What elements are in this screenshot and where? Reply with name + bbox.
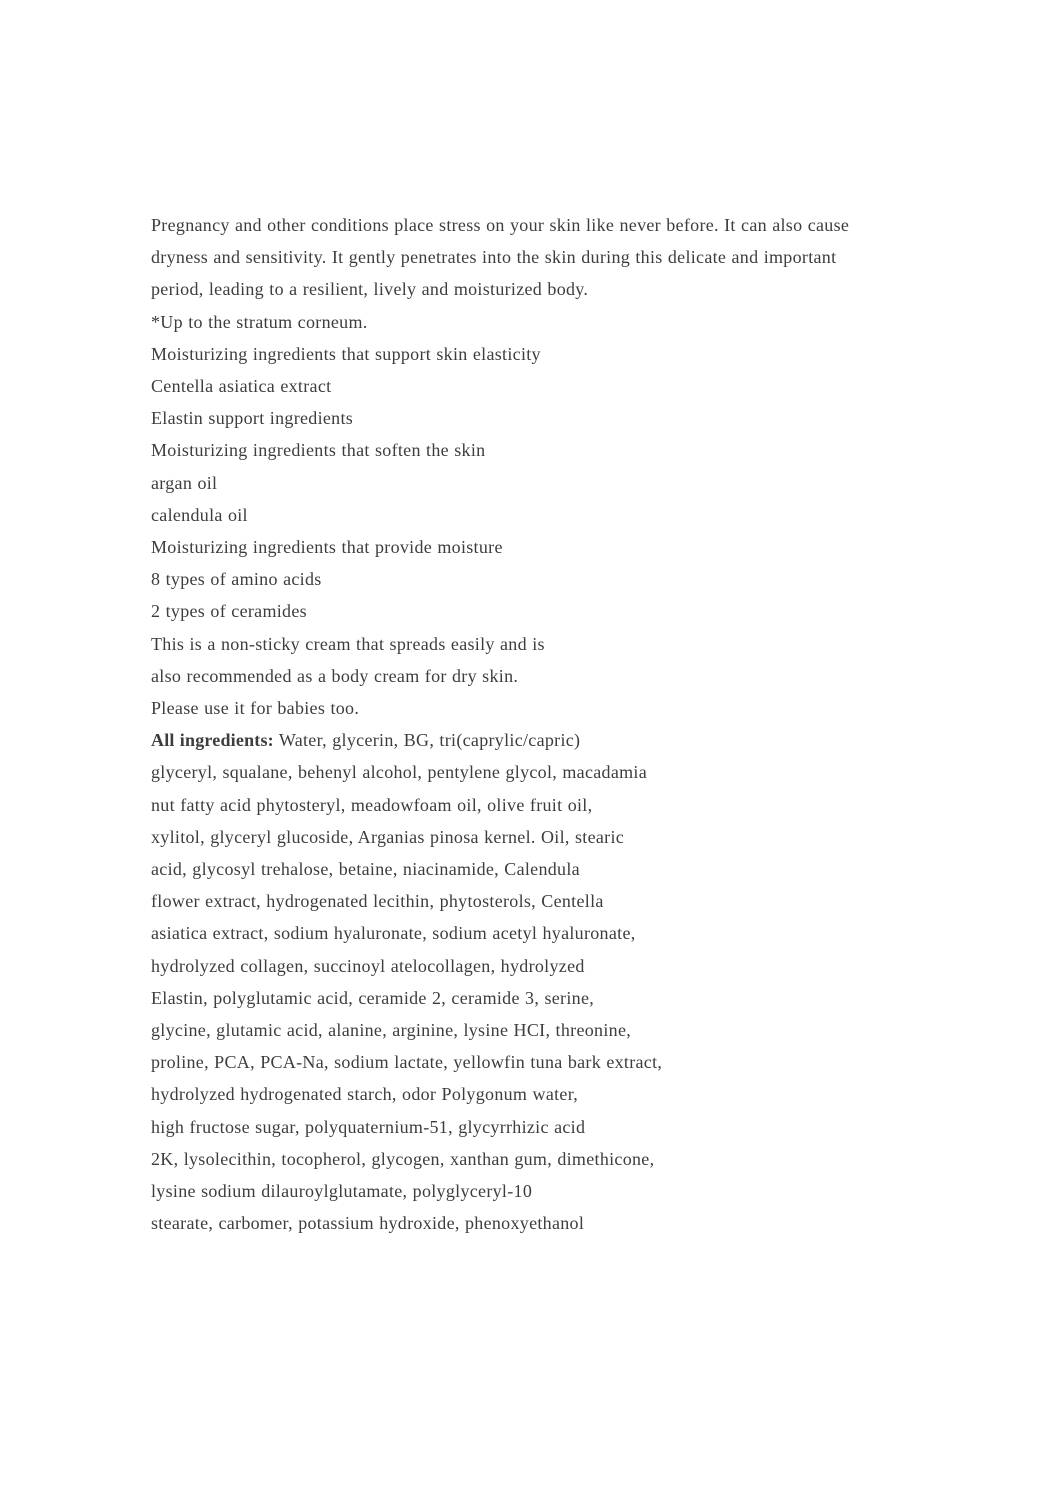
text-line: Moisturizing ingredients that provide moisture bbox=[151, 537, 503, 558]
text-line: dryness and sensitivity. It gently penetrates into the skin during this delicate and important bbox=[151, 247, 837, 268]
text-line: also recommended as a body cream for dry skin. bbox=[151, 665, 519, 686]
text-line: Pregnancy and other conditions place stress on your skin like never before. It can also cause bbox=[151, 215, 850, 235]
text-line: Elastin, polyglutamic acid, ceramide 2, ceramide 3, serine, bbox=[151, 987, 595, 1008]
text-line: 8 types of amino acids bbox=[151, 569, 322, 590]
text-line: Moisturizing ingredients that soften the skin bbox=[151, 440, 486, 461]
text-line bbox=[151, 724, 941, 756]
text-line: flower extract, hydrogenated lecithin, phytosterols, Centella bbox=[151, 891, 604, 912]
text-line: high fructose sugar, polyquaternium-51, glycyrrhizic acid bbox=[151, 1116, 586, 1137]
text-line: 2K, lysolecithin, tocopherol, glycogen, xanthan gum, dimethicone, bbox=[151, 1148, 655, 1169]
text-line: calendula oil bbox=[151, 504, 248, 525]
text-line: glycine, glutamic acid, alanine, arginine, lysine HCI, threonine, bbox=[151, 1020, 632, 1041]
all-ingredients-label: All ingredients: bbox=[151, 730, 274, 751]
text-line: glyceryl, squalane, behenyl alcohol, pentylene glycol, macadamia bbox=[151, 762, 648, 783]
ingredients-list-start: Water, glycerin, BG, tri(caprylic/capric) bbox=[273, 730, 581, 751]
text-line: xylitol, glyceryl glucoside, Arganias pinosa kernel. Oil, stearic bbox=[151, 826, 625, 847]
text-line: lysine sodium dilauroylglutamate, polyglyceryl-10 bbox=[151, 1181, 533, 1202]
text-line: proline, PCA, PCA-Na, sodium lactate, yellowfin tuna bark extract, bbox=[151, 1052, 663, 1073]
text-line: Please use it for babies too. bbox=[151, 698, 360, 719]
text-line: nut fatty acid phytosteryl, meadowfoam oil, olive fruit oil, bbox=[151, 794, 593, 815]
text-line: Moisturizing ingredients that support skin elasticity bbox=[151, 343, 541, 364]
text-line: hydrolyzed hydrogenated starch, odor Polygonum water, bbox=[151, 1084, 579, 1105]
text-line: This is a non-sticky cream that spreads easily and is bbox=[151, 633, 545, 654]
text-line: *Up to the stratum corneum. bbox=[151, 311, 368, 332]
text-line: asiatica extract, sodium hyaluronate, sodium acetyl hyaluronate, bbox=[151, 923, 636, 944]
text-line: argan oil bbox=[151, 472, 218, 493]
text-line: hydrolyzed collagen, succinoyl atelocollagen, hydrolyzed bbox=[151, 955, 585, 976]
text-line: acid, glycosyl trehalose, betaine, niacinamide, Calendula bbox=[151, 859, 580, 880]
text-line: Elastin support ingredients bbox=[151, 408, 354, 429]
text-line: period, leading to a resilient, lively and moisturized body. bbox=[151, 279, 589, 300]
text-line: stearate, carbomer, potassium hydroxide, phenoxyethanol bbox=[151, 1213, 585, 1234]
text-line: Centella asiatica extract bbox=[151, 376, 332, 397]
product-description-text bbox=[151, 209, 941, 1240]
text-line: 2 types of ceramides bbox=[151, 601, 307, 622]
